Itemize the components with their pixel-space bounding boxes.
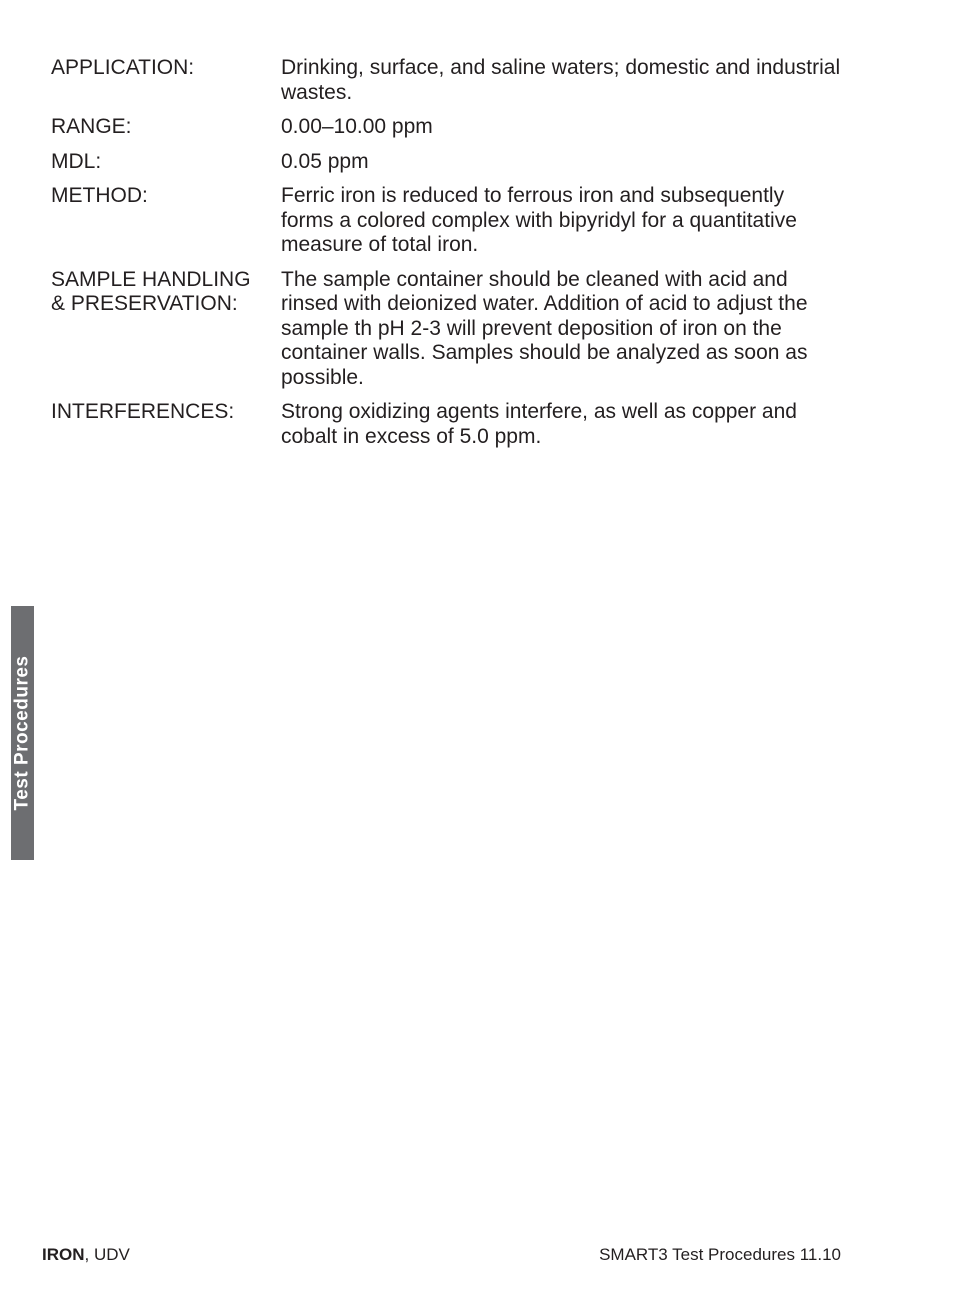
footer-test-suffix: , UDV [84,1245,130,1264]
spec-value: 0.05 ppm [281,149,369,173]
spec-label: INTERFERENCES: [51,400,235,423]
spec-value: Ferric iron is reduced to ferrous iron and subsequently forms a colored complex with bipyridyl for a quantitative measure of total iron. [281,184,797,256]
spec-value: Strong oxidizing agents interfere, as well as copper and cobalt in excess of 5.0 ppm. [281,400,797,448]
spec-label: MDL: [51,149,102,173]
footer-test-name-bold: IRON [42,1245,85,1264]
spec-row-range [51,115,851,140]
spec-row-application [51,56,851,105]
section-side-tab [11,606,34,860]
spec-row-interferences [51,400,851,449]
spec-value: The sample container should be cleaned with acid and rinsed with deionized water. Addition of acid to adjust the sample th pH 2-3 will prevent deposition of iron on the container walls. Samples should be analyzed as soon as possible. [281,267,808,389]
section-side-tab-label: Test Procedures [11,655,33,811]
spec-label: SAMPLE HANDLING & PRESERVATION: [51,267,251,315]
spec-table [51,56,851,459]
spec-label: METHOD: [51,184,148,207]
spec-row-method [51,184,851,258]
spec-value: 0.00–10.00 ppm [281,115,433,138]
spec-label: RANGE: [51,115,132,138]
spec-row-sample-handling [51,268,851,391]
spec-value: Drinking, surface, and saline waters; domestic and industrial wastes. [281,56,841,104]
footer-test-name [42,1245,130,1265]
spec-row-mdl [51,150,851,175]
spec-label: APPLICATION: [51,56,195,79]
footer-manual-title: SMART3 Test Procedures 11.10 [599,1245,841,1264]
